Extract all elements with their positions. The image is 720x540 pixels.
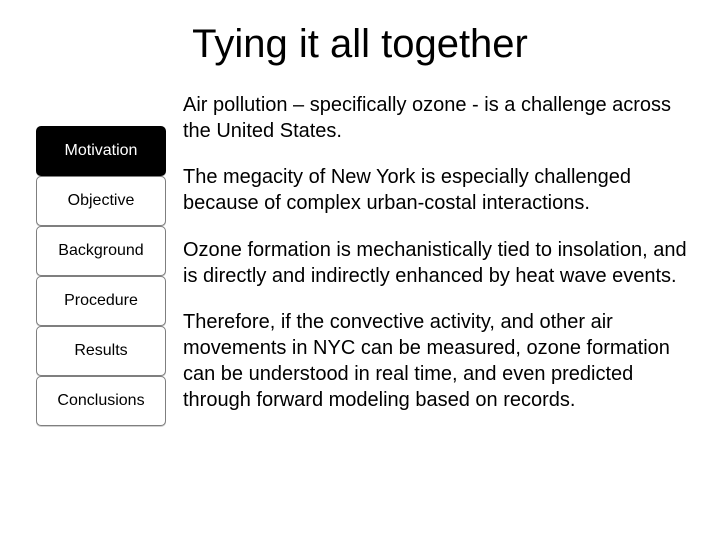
paragraph-conclusion: Therefore, if the convective activity, and other air movements in NYC can be measured, ozone formation can be understood in real time, and even predicted through forward modeling based on records. xyxy=(183,311,670,411)
slide-content xyxy=(183,92,693,413)
nav-item-motivation[interactable]: Motivation xyxy=(36,126,166,176)
nav-item-objective[interactable]: Objective xyxy=(36,176,166,226)
nav-item-procedure[interactable]: Procedure xyxy=(36,276,166,326)
nav-item-background[interactable]: Background xyxy=(36,226,166,276)
paragraph-megacity: The megacity of New York is especially challenged because of complex urban-costal interactions. xyxy=(183,166,632,214)
nav-item-results[interactable]: Results xyxy=(36,326,166,376)
paragraph-ozone-formation: Ozone formation is mechanistically tied to insolation, and is directly and indirectly enhanced by heat wave events. xyxy=(183,239,687,287)
paragraph-air-pollution: Air pollution – specifically ozone - is a challenge across the United States. xyxy=(183,94,672,142)
nav-item-conclusions[interactable]: Conclusions xyxy=(36,376,166,426)
slide-title: Tying it all together xyxy=(192,22,528,66)
